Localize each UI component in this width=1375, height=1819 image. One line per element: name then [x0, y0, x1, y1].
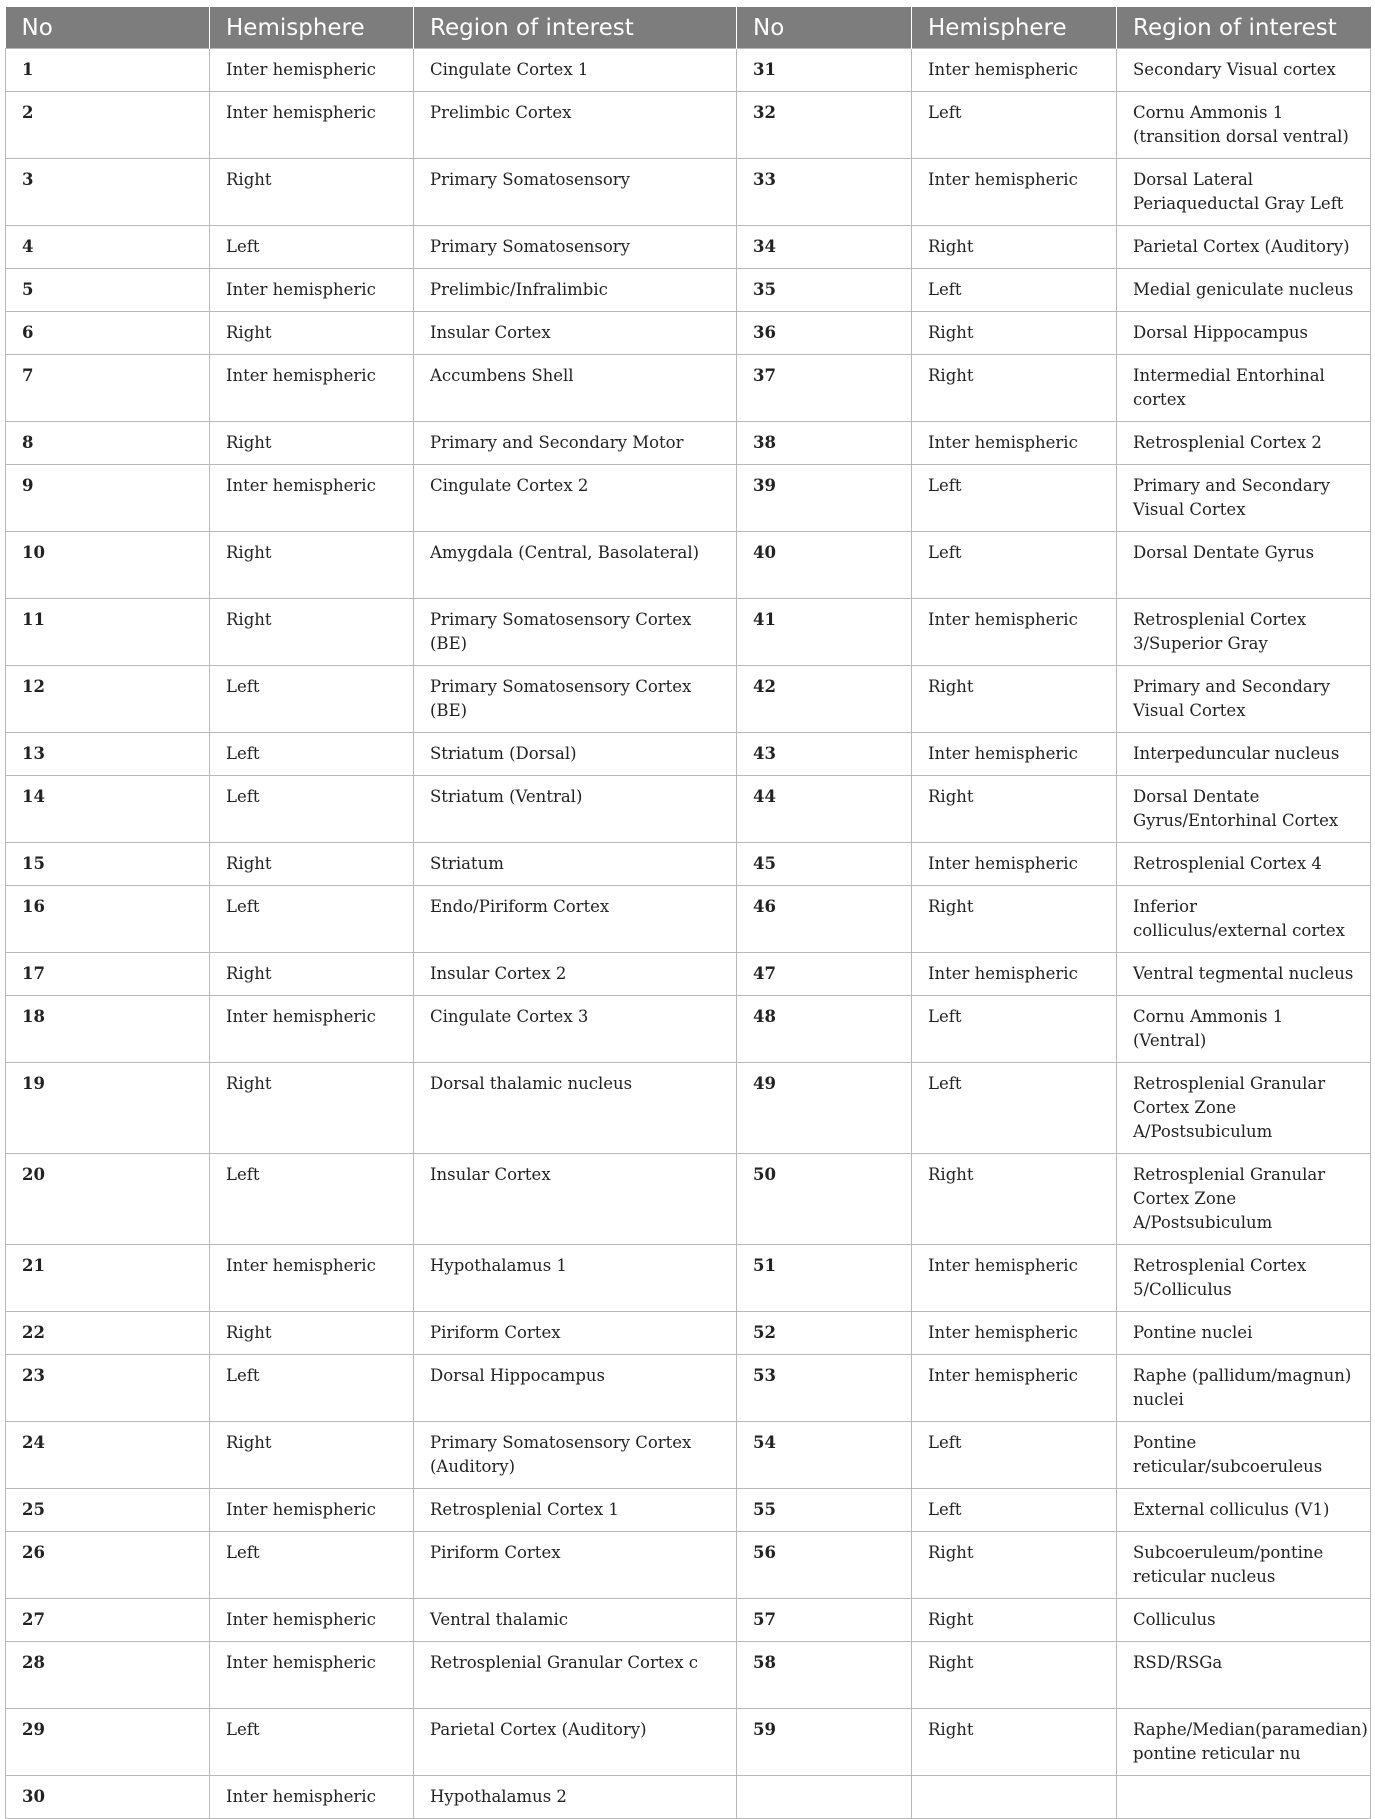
table-row	[6, 1154, 1371, 1245]
region-left: Hypothalamus 2	[414, 1776, 737, 1819]
table-row	[6, 465, 1371, 532]
row-number-left: 25	[6, 1489, 210, 1532]
region-right: Ventral tegmental nucleus	[1117, 953, 1371, 996]
hemisphere-left: Left	[210, 666, 414, 733]
row-number-left: 15	[6, 843, 210, 886]
region-left: Hypothalamus 1	[414, 1245, 737, 1312]
table-row	[6, 1532, 1371, 1599]
row-number-right: 38	[737, 422, 912, 465]
table-row	[6, 355, 1371, 422]
region-left: Piriform Cortex	[414, 1532, 737, 1599]
region-right: Medial geniculate nucleus	[1117, 269, 1371, 312]
hemisphere-right: Inter hemispheric	[912, 843, 1117, 886]
region-right: Pontine nuclei	[1117, 1312, 1371, 1355]
hemisphere-left: Inter hemispheric	[210, 1245, 414, 1312]
row-number-right: 31	[737, 49, 912, 92]
row-number-left: 29	[6, 1709, 210, 1776]
region-right: Retrosplenial Cortex 4	[1117, 843, 1371, 886]
hemisphere-right: Left	[912, 269, 1117, 312]
region-left: Insular Cortex	[414, 312, 737, 355]
row-number-right: 42	[737, 666, 912, 733]
hemisphere-right: Left	[912, 1489, 1117, 1532]
region-right: Cornu Ammonis 1 (transition dorsal ventral)	[1117, 92, 1371, 159]
region-right: Raphe/Median(paramedian) pontine reticular nu	[1117, 1709, 1371, 1776]
row-number-right: 51	[737, 1245, 912, 1312]
hemisphere-right: Right	[912, 1709, 1117, 1776]
region-right: Retrosplenial Granular Cortex Zone A/Postsubiculum	[1117, 1154, 1371, 1245]
hemisphere-left: Inter hemispheric	[210, 1599, 414, 1642]
table-row	[6, 953, 1371, 996]
hemisphere-right: Inter hemispheric	[912, 422, 1117, 465]
hemisphere-right: Right	[912, 1642, 1117, 1709]
row-number-left: 24	[6, 1422, 210, 1489]
hemisphere-right: Right	[912, 1532, 1117, 1599]
region-left: Primary Somatosensory Cortex (Auditory)	[414, 1422, 737, 1489]
hemisphere-left: Left	[210, 1709, 414, 1776]
hemisphere-left: Right	[210, 532, 414, 599]
table-row	[6, 1355, 1371, 1422]
hemisphere-right: Right	[912, 355, 1117, 422]
row-number-left: 2	[6, 92, 210, 159]
table-row	[6, 776, 1371, 843]
hemisphere-left: Right	[210, 599, 414, 666]
row-number-right: 54	[737, 1422, 912, 1489]
row-number-right: 34	[737, 226, 912, 269]
row-number-left: 26	[6, 1532, 210, 1599]
table-row	[6, 1422, 1371, 1489]
row-number-left: 6	[6, 312, 210, 355]
region-left: Piriform Cortex	[414, 1312, 737, 1355]
region-right: Primary and Secondary Visual Cortex	[1117, 465, 1371, 532]
row-number-left: 10	[6, 532, 210, 599]
hemisphere-right: Right	[912, 312, 1117, 355]
hemisphere-left: Inter hemispheric	[210, 355, 414, 422]
hemisphere-right: Inter hemispheric	[912, 599, 1117, 666]
region-left: Accumbens Shell	[414, 355, 737, 422]
row-number-left: 17	[6, 953, 210, 996]
row-number-right: 37	[737, 355, 912, 422]
hemisphere-left: Inter hemispheric	[210, 996, 414, 1063]
region-left: Cingulate Cortex 2	[414, 465, 737, 532]
table-body	[6, 49, 1371, 1819]
row-number-left: 12	[6, 666, 210, 733]
table-row	[6, 422, 1371, 465]
hemisphere-right: Inter hemispheric	[912, 1245, 1117, 1312]
hemisphere-left: Right	[210, 843, 414, 886]
region-left: Striatum	[414, 843, 737, 886]
table-row	[6, 996, 1371, 1063]
hemisphere-left: Left	[210, 733, 414, 776]
row-number-right: 39	[737, 465, 912, 532]
region-left: Striatum (Dorsal)	[414, 733, 737, 776]
table-row	[6, 159, 1371, 226]
hemisphere-left: Left	[210, 226, 414, 269]
region-left: Striatum (Ventral)	[414, 776, 737, 843]
header-region-left: Region of interest	[414, 7, 737, 49]
region-right: Cornu Ammonis 1 (Ventral)	[1117, 996, 1371, 1063]
row-number-left: 16	[6, 886, 210, 953]
row-number-left: 18	[6, 996, 210, 1063]
hemisphere-right: Left	[912, 92, 1117, 159]
row-number-left: 22	[6, 1312, 210, 1355]
hemisphere-left: Right	[210, 159, 414, 226]
region-right: Dorsal Dentate Gyrus/Entorhinal Cortex	[1117, 776, 1371, 843]
table-row	[6, 1599, 1371, 1642]
hemisphere-right: Left	[912, 532, 1117, 599]
table-row	[6, 843, 1371, 886]
row-number-right: 47	[737, 953, 912, 996]
region-right: Intermedial Entorhinal cortex	[1117, 355, 1371, 422]
table-row	[6, 49, 1371, 92]
row-number-right: 36	[737, 312, 912, 355]
region-left: Primary and Secondary Motor	[414, 422, 737, 465]
region-right: Subcoeruleum/pontine reticular nucleus	[1117, 1532, 1371, 1599]
region-left: Primary Somatosensory	[414, 226, 737, 269]
header-row	[6, 7, 1371, 49]
hemisphere-left: Right	[210, 953, 414, 996]
row-number-right: 53	[737, 1355, 912, 1422]
row-number-right: 57	[737, 1599, 912, 1642]
region-left: Retrosplenial Cortex 1	[414, 1489, 737, 1532]
region-left: Amygdala (Central, Basolateral)	[414, 532, 737, 599]
table-row	[6, 532, 1371, 599]
header-no-left: No	[6, 7, 210, 49]
hemisphere-right: Inter hemispheric	[912, 49, 1117, 92]
row-number-right: 40	[737, 532, 912, 599]
hemisphere-left: Left	[210, 886, 414, 953]
region-left: Ventral thalamic	[414, 1599, 737, 1642]
row-number-left: 4	[6, 226, 210, 269]
hemisphere-right: Right	[912, 1154, 1117, 1245]
row-number-right: 58	[737, 1642, 912, 1709]
row-number-right: 35	[737, 269, 912, 312]
table-row	[6, 1245, 1371, 1312]
row-number-left: 28	[6, 1642, 210, 1709]
hemisphere-left: Right	[210, 422, 414, 465]
region-right: Retrosplenial Granular Cortex Zone A/Postsubiculum	[1117, 1063, 1371, 1154]
region-right: External colliculus (V1)	[1117, 1489, 1371, 1532]
hemisphere-left: Inter hemispheric	[210, 92, 414, 159]
region-left: Insular Cortex 2	[414, 953, 737, 996]
region-right: Primary and Secondary Visual Cortex	[1117, 666, 1371, 733]
region-right	[1117, 1776, 1371, 1819]
row-number-right: 49	[737, 1063, 912, 1154]
header-no-right: No	[737, 7, 912, 49]
hemisphere-left: Right	[210, 312, 414, 355]
hemisphere-right: Inter hemispheric	[912, 1312, 1117, 1355]
region-left: Primary Somatosensory Cortex (BE)	[414, 599, 737, 666]
row-number-left: 13	[6, 733, 210, 776]
row-number-right: 55	[737, 1489, 912, 1532]
hemisphere-right: Right	[912, 666, 1117, 733]
table-header	[6, 7, 1371, 49]
row-number-left: 5	[6, 269, 210, 312]
region-right: Interpeduncular nucleus	[1117, 733, 1371, 776]
table-row	[6, 312, 1371, 355]
hemisphere-left: Inter hemispheric	[210, 1642, 414, 1709]
region-right: Secondary Visual cortex	[1117, 49, 1371, 92]
row-number-left: 27	[6, 1599, 210, 1642]
region-right: Colliculus	[1117, 1599, 1371, 1642]
row-number-left: 14	[6, 776, 210, 843]
region-left: Dorsal thalamic nucleus	[414, 1063, 737, 1154]
hemisphere-right: Inter hemispheric	[912, 159, 1117, 226]
region-left: Dorsal Hippocampus	[414, 1355, 737, 1422]
row-number-right: 32	[737, 92, 912, 159]
region-left: Primary Somatosensory Cortex (BE)	[414, 666, 737, 733]
hemisphere-right: Left	[912, 465, 1117, 532]
table-row	[6, 1776, 1371, 1819]
row-number-right: 41	[737, 599, 912, 666]
hemisphere-right: Right	[912, 886, 1117, 953]
table-row	[6, 1709, 1371, 1776]
row-number-right: 46	[737, 886, 912, 953]
regions-table	[5, 7, 1371, 1819]
hemisphere-right: Inter hemispheric	[912, 733, 1117, 776]
hemisphere-left: Left	[210, 1355, 414, 1422]
table-row	[6, 1312, 1371, 1355]
row-number-right: 33	[737, 159, 912, 226]
hemisphere-right: Right	[912, 226, 1117, 269]
row-number-left: 23	[6, 1355, 210, 1422]
table-row	[6, 1063, 1371, 1154]
region-right: Retrosplenial Cortex 5/Colliculus	[1117, 1245, 1371, 1312]
row-number-left: 20	[6, 1154, 210, 1245]
row-number-right: 50	[737, 1154, 912, 1245]
row-number-right: 45	[737, 843, 912, 886]
row-number-right: 43	[737, 733, 912, 776]
row-number-right: 56	[737, 1532, 912, 1599]
table-row	[6, 1489, 1371, 1532]
region-right: Raphe (pallidum/magnun) nuclei	[1117, 1355, 1371, 1422]
hemisphere-right: Left	[912, 996, 1117, 1063]
region-right: RSD/RSGa	[1117, 1642, 1371, 1709]
region-left: Endo/Piriform Cortex	[414, 886, 737, 953]
row-number-left: 19	[6, 1063, 210, 1154]
row-number-left: 8	[6, 422, 210, 465]
region-right: Inferior colliculus/external cortex	[1117, 886, 1371, 953]
region-right: Parietal Cortex (Auditory)	[1117, 226, 1371, 269]
row-number-left: 11	[6, 599, 210, 666]
region-right: Retrosplenial Cortex 2	[1117, 422, 1371, 465]
row-number-left: 9	[6, 465, 210, 532]
hemisphere-left: Right	[210, 1312, 414, 1355]
table-row	[6, 886, 1371, 953]
table-row	[6, 599, 1371, 666]
row-number-right: 59	[737, 1709, 912, 1776]
hemisphere-left: Inter hemispheric	[210, 269, 414, 312]
row-number-right: 44	[737, 776, 912, 843]
header-region-right: Region of interest	[1117, 7, 1371, 49]
hemisphere-right: Left	[912, 1063, 1117, 1154]
region-left: Cingulate Cortex 1	[414, 49, 737, 92]
region-left: Prelimbic Cortex	[414, 92, 737, 159]
region-right: Dorsal Dentate Gyrus	[1117, 532, 1371, 599]
hemisphere-left: Left	[210, 1532, 414, 1599]
row-number-left: 30	[6, 1776, 210, 1819]
row-number-left: 21	[6, 1245, 210, 1312]
hemisphere-left: Right	[210, 1422, 414, 1489]
hemisphere-left: Inter hemispheric	[210, 1776, 414, 1819]
header-hemisphere-right: Hemisphere	[912, 7, 1117, 49]
header-hemisphere-left: Hemisphere	[210, 7, 414, 49]
row-number-left: 1	[6, 49, 210, 92]
region-left: Prelimbic/Infralimbic	[414, 269, 737, 312]
table-row	[6, 733, 1371, 776]
table-row	[6, 1642, 1371, 1709]
hemisphere-right: Right	[912, 776, 1117, 843]
region-left: Primary Somatosensory	[414, 159, 737, 226]
region-right: Dorsal Hippocampus	[1117, 312, 1371, 355]
region-left: Parietal Cortex (Auditory)	[414, 1709, 737, 1776]
hemisphere-right: Inter hemispheric	[912, 953, 1117, 996]
table-row	[6, 92, 1371, 159]
region-left: Cingulate Cortex 3	[414, 996, 737, 1063]
region-right: Pontine reticular/subcoeruleus	[1117, 1422, 1371, 1489]
row-number-right: 48	[737, 996, 912, 1063]
row-number-right	[737, 1776, 912, 1819]
region-left: Retrosplenial Granular Cortex c	[414, 1642, 737, 1709]
hemisphere-left: Left	[210, 1154, 414, 1245]
hemisphere-left: Left	[210, 776, 414, 843]
table-row	[6, 666, 1371, 733]
hemisphere-right: Right	[912, 1599, 1117, 1642]
table-container	[5, 7, 1370, 1819]
hemisphere-right: Inter hemispheric	[912, 1355, 1117, 1422]
row-number-left: 7	[6, 355, 210, 422]
region-right: Dorsal Lateral Periaqueductal Gray Left	[1117, 159, 1371, 226]
table-row	[6, 226, 1371, 269]
region-right: Retrosplenial Cortex 3/Superior Gray	[1117, 599, 1371, 666]
row-number-left: 3	[6, 159, 210, 226]
row-number-right: 52	[737, 1312, 912, 1355]
hemisphere-left: Right	[210, 1063, 414, 1154]
hemisphere-left: Inter hemispheric	[210, 49, 414, 92]
hemisphere-left: Inter hemispheric	[210, 465, 414, 532]
hemisphere-left: Inter hemispheric	[210, 1489, 414, 1532]
region-left: Insular Cortex	[414, 1154, 737, 1245]
table-row	[6, 269, 1371, 312]
hemisphere-right: Left	[912, 1422, 1117, 1489]
hemisphere-right	[912, 1776, 1117, 1819]
